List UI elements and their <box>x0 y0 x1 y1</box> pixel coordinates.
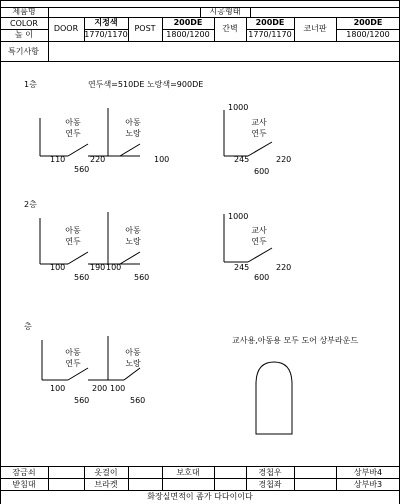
partition-size: 1770/1170 <box>248 30 292 39</box>
footer-line <box>48 466 49 490</box>
notes-label: 특기사항 <box>8 47 39 56</box>
partition-color: 200DE <box>255 18 285 27</box>
post-label: POST <box>134 24 156 33</box>
dimension: 190 <box>90 263 106 272</box>
footer-cell: 경첩좌 <box>258 480 282 489</box>
dimension: 560 <box>74 396 90 405</box>
floor1-label: 1층 <box>24 80 37 89</box>
dimension: 560 <box>130 396 146 405</box>
door-label: DOOR <box>53 24 79 33</box>
dimension: 110 <box>50 155 66 164</box>
footer-cell: 경첩우 <box>258 468 282 477</box>
dimension: 100 <box>154 155 170 164</box>
door-line <box>68 252 88 264</box>
dimension: 245 <box>234 263 250 272</box>
booth-label: 아동 <box>125 118 141 127</box>
dimension: 245 <box>234 155 250 164</box>
dimension: 560 <box>74 165 90 174</box>
dimension: 220 <box>90 155 106 164</box>
dimension: 200 <box>92 384 108 393</box>
door-line <box>68 368 88 380</box>
color-note: 연두색=510DE 노랑색=900DE <box>88 80 204 89</box>
partition-label: 간벽 <box>222 24 238 33</box>
footer-line <box>294 466 295 490</box>
dimension: 600 <box>254 167 270 176</box>
door-line <box>120 144 140 156</box>
booth-label: 노랑 <box>125 237 141 246</box>
floor2-label: 2층 <box>24 200 37 209</box>
booth-label: 아동 <box>65 118 81 127</box>
dimension: 1000 <box>228 103 249 112</box>
door-line <box>124 368 140 380</box>
booth-label: 아동 <box>65 226 81 235</box>
door-size: 1770/1170 <box>84 30 128 39</box>
door-line <box>68 144 88 156</box>
footer-cell: 받침대 <box>12 480 36 489</box>
dimension: 600 <box>254 273 270 282</box>
footer-cell: 보호대 <box>176 468 200 477</box>
booth-label: 연두 <box>251 129 267 138</box>
footer-cell: 상부바4 <box>353 468 383 477</box>
corner-label: 코너판 <box>303 24 327 33</box>
post-size: 1800/1200 <box>166 30 210 39</box>
dimension: 220 <box>276 155 292 164</box>
dimension: 560 <box>134 273 150 282</box>
post-color: 200DE <box>173 18 203 27</box>
footer-line <box>128 466 129 490</box>
dimension: 560 <box>74 273 90 282</box>
dimension: 100 <box>50 263 66 272</box>
footer-cell: 옷걸이 <box>94 468 118 477</box>
door-line <box>248 248 272 262</box>
booth-label: 아동 <box>125 226 141 235</box>
booth-label: 교사 <box>251 226 267 235</box>
footer-cell: 브라켓 <box>94 480 118 489</box>
round-top-door-shape <box>256 362 292 434</box>
dimension: 100 <box>50 384 66 393</box>
booth-label: 연두 <box>65 129 81 138</box>
footer-line <box>0 466 400 467</box>
door-line <box>120 252 140 264</box>
corner-size: 1800/1200 <box>346 30 390 39</box>
booth-label: 아동 <box>65 348 81 357</box>
door-color: 지정색 <box>94 18 118 27</box>
color-label: COLOR <box>10 19 38 28</box>
footer-line <box>0 490 400 491</box>
booth-label: 연두 <box>65 359 81 368</box>
footer-line <box>214 466 215 490</box>
dimension: 100 <box>106 263 122 272</box>
height-label: 높 이 <box>15 30 33 39</box>
booth-label: 교사 <box>251 118 267 127</box>
corner-color: 200DE <box>353 18 383 27</box>
install-type-label: 시공형태 <box>209 7 241 16</box>
door-note: 교사용,아동용 모두 도어 상부라운드 <box>232 336 359 345</box>
door-line <box>248 142 272 156</box>
dimension: 220 <box>276 263 292 272</box>
footer-cell: 상부바3 <box>353 480 383 489</box>
dimension: 1000 <box>228 212 249 221</box>
booth-label: 아동 <box>125 348 141 357</box>
booth-label: 노랑 <box>125 359 141 368</box>
booth-label: 연두 <box>65 237 81 246</box>
floor3-label: 층 <box>24 322 32 331</box>
booth-label: 연두 <box>251 237 267 246</box>
bottom-note: 화장실면적이 좀가 다다이이다 <box>147 492 253 501</box>
footer-line <box>0 478 400 479</box>
product-name-label: 제품명 <box>12 7 36 16</box>
footer-cell: 잠금쇠 <box>12 468 36 477</box>
booth-label: 노랑 <box>125 129 141 138</box>
dimension: 100 <box>110 384 126 393</box>
